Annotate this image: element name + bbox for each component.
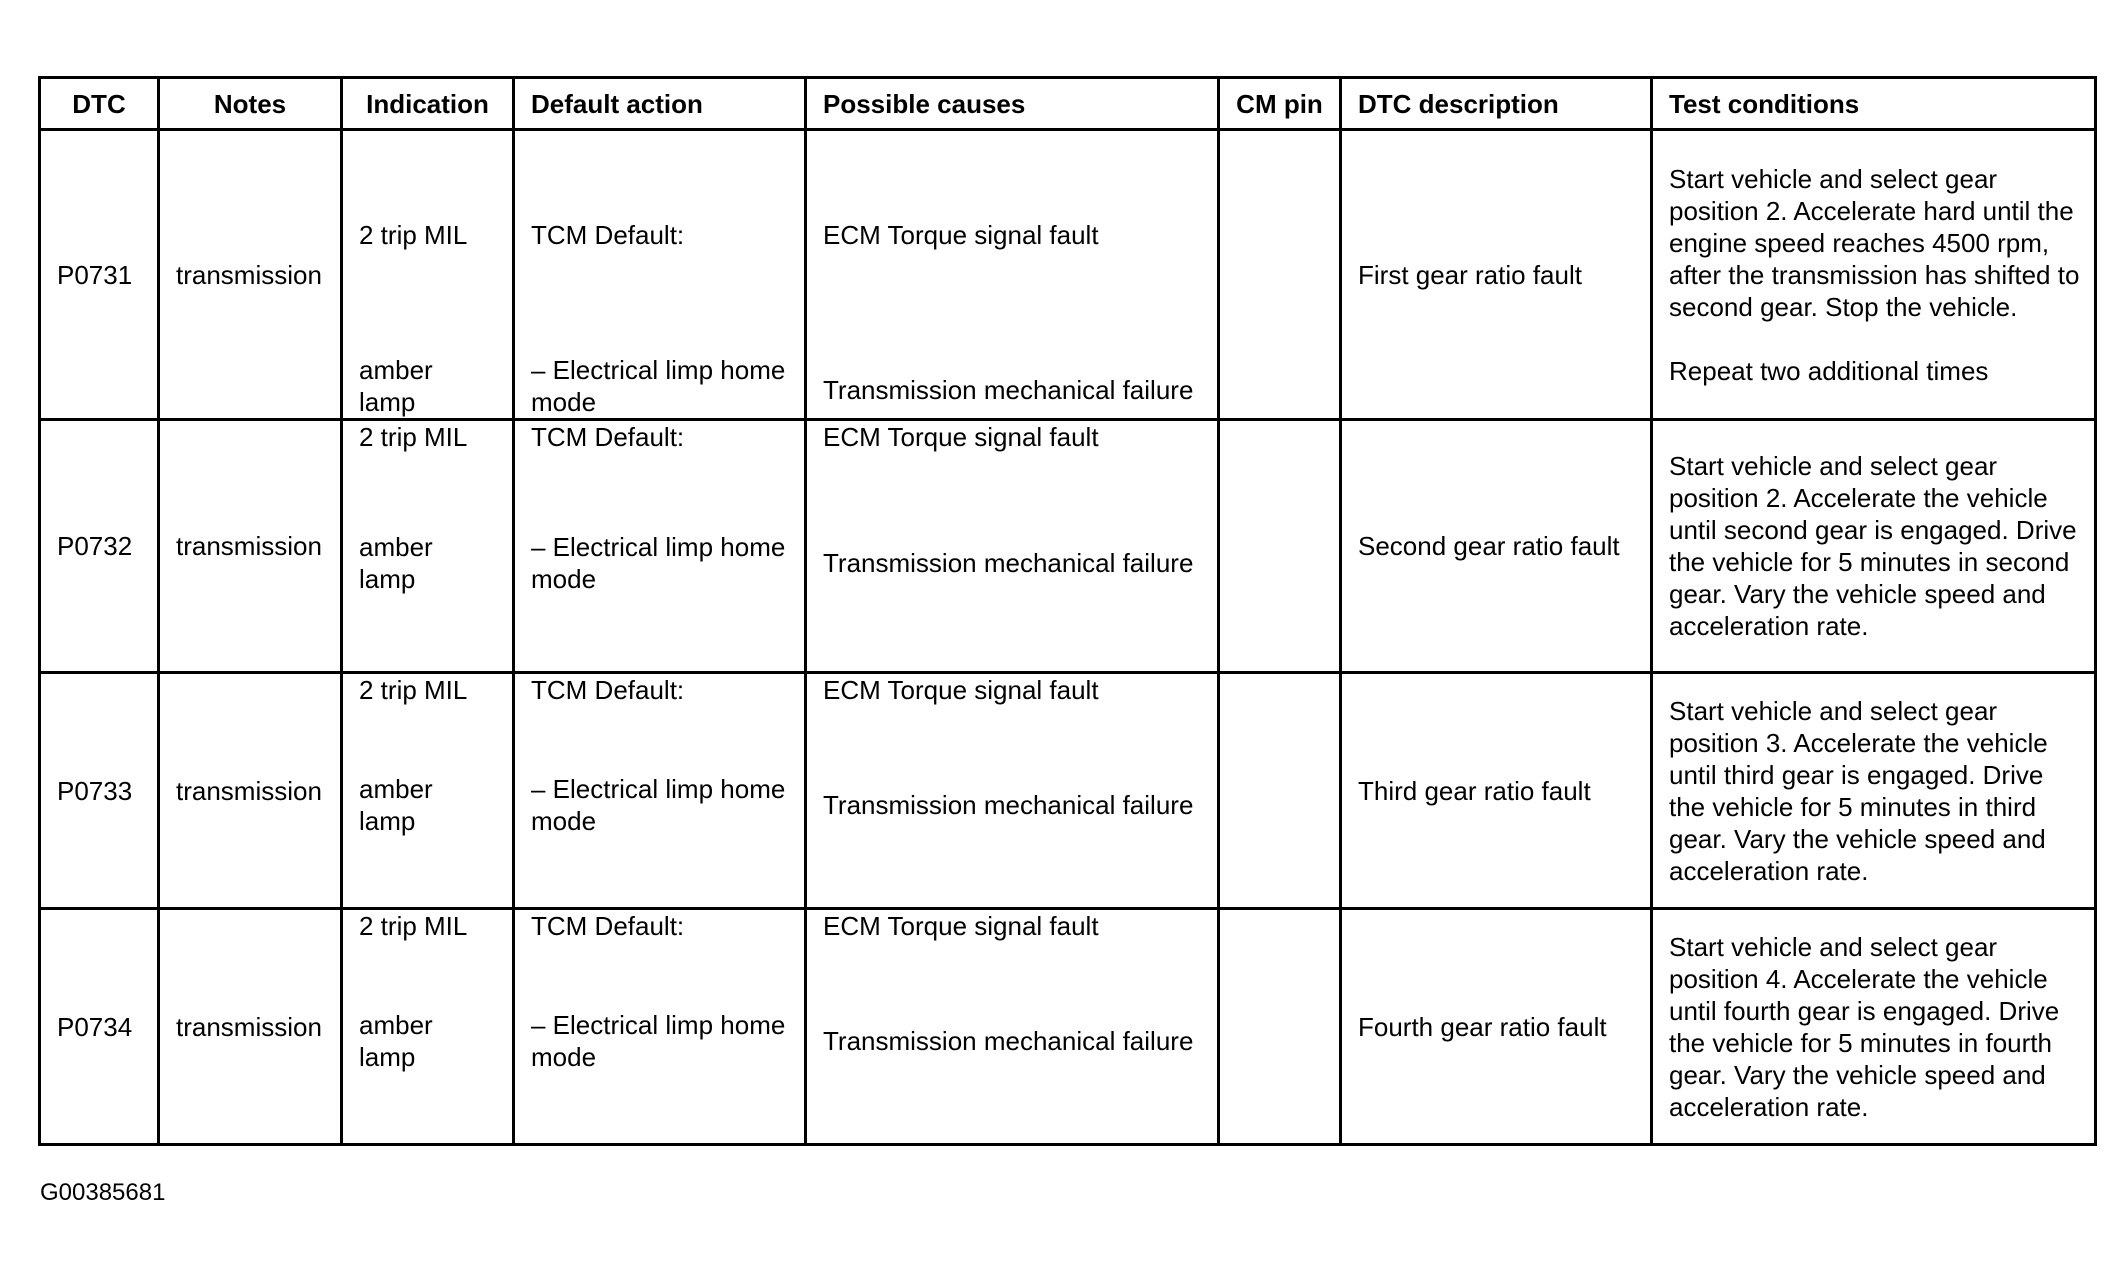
- indication-secondary: amber lamp: [359, 774, 433, 836]
- default-action-secondary: – Electrical limp home mode: [531, 774, 786, 836]
- default-action-secondary: – Electrical limp home mode: [531, 355, 786, 417]
- cm-pin-cell: [1219, 420, 1341, 673]
- test-conditions-note: Repeat two additional times: [1669, 355, 1989, 386]
- possible-causes-cell: [806, 673, 1219, 909]
- cause-primary: ECM Torque signal fault: [823, 675, 1099, 705]
- possible-causes-cell: [806, 130, 1219, 420]
- header-cm-pin: CM pin: [1219, 78, 1341, 130]
- indication-cell: [342, 909, 514, 1145]
- cm-pin-cell: [1219, 673, 1341, 909]
- possible-causes-cell: [806, 909, 1219, 1145]
- cause-primary: ECM Torque signal fault: [823, 911, 1099, 941]
- indication-primary: 2 trip MIL: [359, 220, 468, 250]
- cause-secondary: Transmission mechanical failure: [823, 548, 1194, 578]
- dtc-table: [38, 76, 2097, 1146]
- figure-id: G00385681: [40, 1179, 166, 1206]
- notes-cell: transmission: [159, 130, 342, 420]
- indication-primary: 2 trip MIL: [359, 422, 468, 452]
- default-action-secondary: – Electrical limp home mode: [531, 532, 786, 594]
- indication-cell: [342, 130, 514, 420]
- dtc-code: P0734: [40, 909, 159, 1145]
- test-conditions-cell: [1652, 909, 2096, 1145]
- default-action-primary: TCM Default:: [531, 220, 685, 250]
- default-action-primary: TCM Default:: [531, 422, 685, 452]
- test-conditions-cell: [1652, 420, 2096, 673]
- indication-primary: 2 trip MIL: [359, 911, 468, 941]
- cause-primary: ECM Torque signal fault: [823, 220, 1099, 250]
- header-test-conditions: Test conditions: [1652, 78, 2096, 130]
- cause-secondary: Transmission mechanical failure: [823, 790, 1194, 820]
- indication-cell: [342, 420, 514, 673]
- dtc-description-cell: First gear ratio fault: [1341, 130, 1652, 420]
- dtc-code: P0733: [40, 673, 159, 909]
- indication-secondary: amber lamp: [359, 1010, 433, 1072]
- dtc-description-cell: Second gear ratio fault: [1341, 420, 1652, 673]
- dtc-description-cell: Third gear ratio fault: [1341, 673, 1652, 909]
- test-conditions-cell: [1652, 673, 2096, 909]
- indication-primary: 2 trip MIL: [359, 675, 468, 705]
- default-action-cell: [514, 130, 806, 420]
- cause-secondary: Transmission mechanical failure: [823, 1026, 1194, 1056]
- default-action-primary: TCM Default:: [531, 675, 685, 705]
- default-action-cell: [514, 909, 806, 1145]
- indication-cell: [342, 673, 514, 909]
- possible-causes-cell: [806, 420, 1219, 673]
- indication-secondary: amber lamp: [359, 355, 433, 417]
- dtc-code: P0732: [40, 420, 159, 673]
- table-row: [40, 673, 2096, 909]
- header-possible-causes: Possible causes: [806, 78, 1219, 130]
- default-action-secondary: – Electrical limp home mode: [531, 1010, 786, 1072]
- test-conditions-text: Start vehicle and select gear position 2. Accelerate hard until the engine speed reaches 4500 rpm, after the transmission has shifted to second gear. Stop the vehicle.: [1669, 163, 2080, 322]
- cm-pin-cell: [1219, 909, 1341, 1145]
- test-conditions-text: Start vehicle and select gear position 2. Accelerate the vehicle until second gear is engaged. Drive the vehicle for 5 minutes in second gear. Vary the vehicle speed and acceleration rate.: [1669, 451, 2077, 641]
- header-notes: Notes: [159, 78, 342, 130]
- default-action-cell: [514, 673, 806, 909]
- indication-secondary: amber lamp: [359, 532, 433, 594]
- cm-pin-cell: [1219, 130, 1341, 420]
- table-row: [40, 130, 2096, 420]
- cause-primary: ECM Torque signal fault: [823, 422, 1099, 452]
- notes-cell: transmission: [159, 420, 342, 673]
- default-action-cell: [514, 420, 806, 673]
- notes-cell: transmission: [159, 909, 342, 1145]
- dtc-code: P0731: [40, 130, 159, 420]
- table-row: [40, 420, 2096, 673]
- table-header-row: [40, 78, 2096, 130]
- header-indication: Indication: [342, 78, 514, 130]
- test-conditions-text: Start vehicle and select gear position 4. Accelerate the vehicle until fourth gear is engaged. Drive the vehicle for 5 minutes in fourth gear. Vary the vehicle speed and acceleration rate.: [1669, 931, 2060, 1122]
- test-conditions-cell: [1652, 130, 2096, 420]
- header-default-action: Default action: [514, 78, 806, 130]
- header-dtc: DTC: [40, 78, 159, 130]
- dtc-description-cell: Fourth gear ratio fault: [1341, 909, 1652, 1145]
- test-conditions-text: Start vehicle and select gear position 3. Accelerate the vehicle until third gear is engaged. Drive the vehicle for 5 minutes in third gear. Vary the vehicle speed and acceleration rate.: [1669, 695, 2048, 886]
- cause-secondary: Transmission mechanical failure: [823, 375, 1194, 405]
- notes-cell: transmission: [159, 673, 342, 909]
- header-dtc-description: DTC description: [1341, 78, 1652, 130]
- default-action-primary: TCM Default:: [531, 911, 685, 941]
- table-row: [40, 909, 2096, 1145]
